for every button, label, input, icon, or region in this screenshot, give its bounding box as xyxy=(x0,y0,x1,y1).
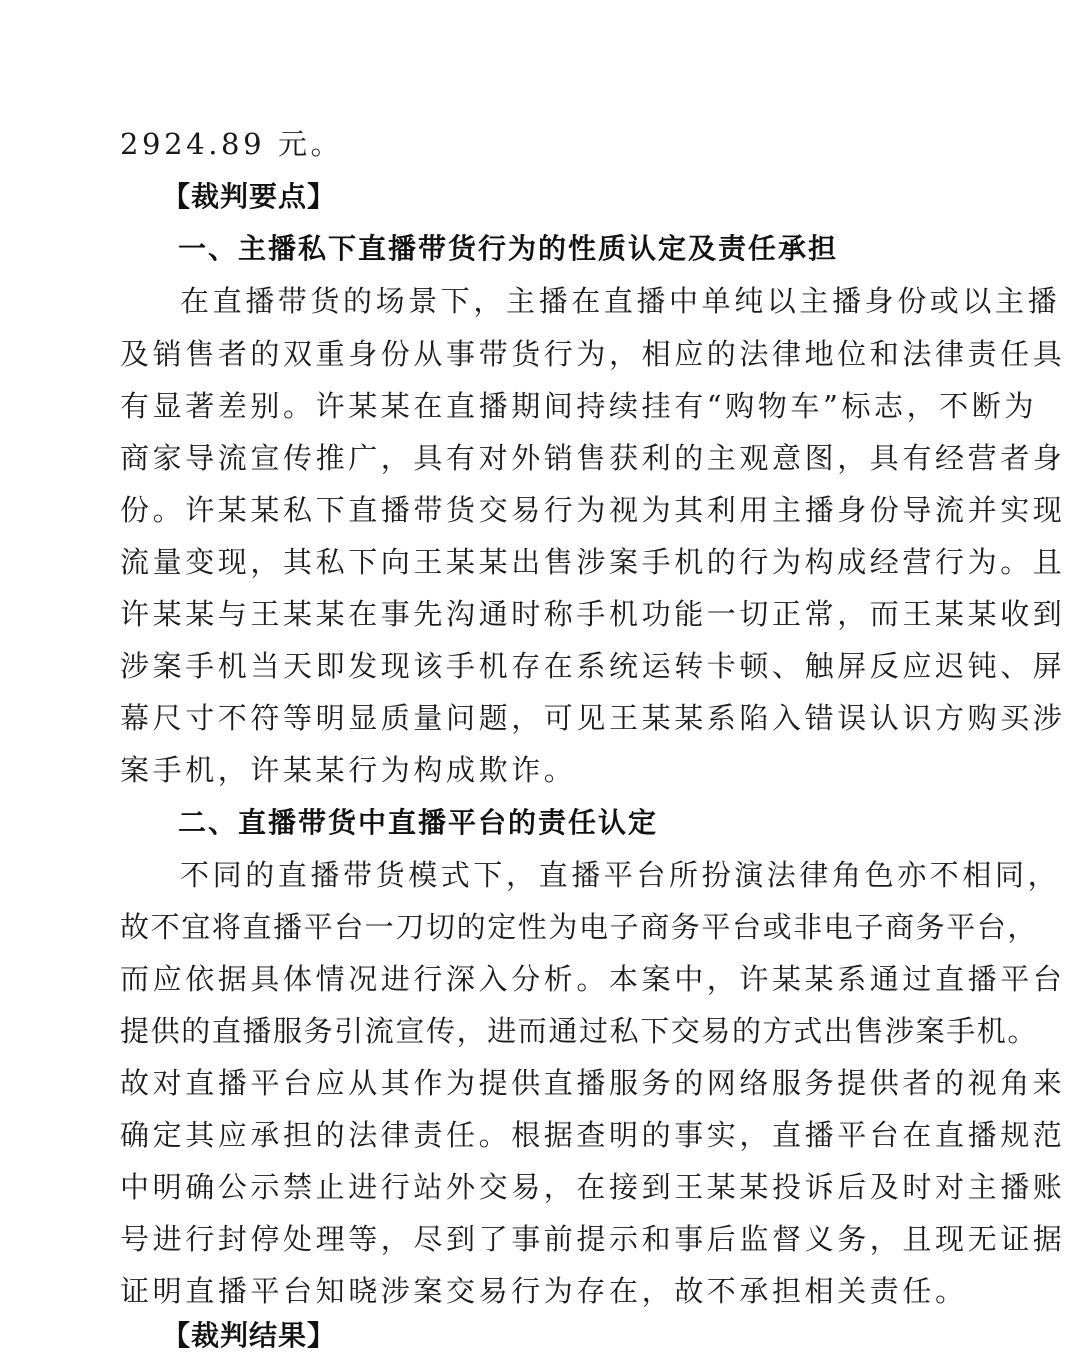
paragraph-line: 提供的直播服务引流宣传，进而通过私下交易的方式出售涉案手机。 xyxy=(120,1014,1039,1048)
paragraph-line: 案手机，许某某行为构成欺诈。 xyxy=(120,753,577,787)
paragraph-line: 份。许某某私下直播带货交易行为视为其利用主播身份导流并实现 xyxy=(120,493,1066,527)
paragraph-line: 在直播带货的场景下，主播在直播中单纯以主播身份或以主播 xyxy=(180,284,1061,318)
heading-point-one: 一、主播私下直播带货行为的性质认定及责任承担 xyxy=(178,232,839,265)
heading-point-two: 二、直播带货中直播平台的责任认定 xyxy=(178,806,659,839)
paragraph-amount-line: 2924.89 元。 xyxy=(120,127,344,161)
paragraph-line: 商家导流宣传推广，具有对外销售获利的主观意图，具有经营者身 xyxy=(120,441,1066,475)
paragraph-line: 不同的直播带货模式下，直播平台所扮演法律角色亦不相同， xyxy=(180,858,1061,892)
paragraph-line: 流量变现，其私下向王某某出售涉案手机的行为构成经营行为。且 xyxy=(120,545,1066,579)
paragraph-line: 有显著差别。许某某在直播期间持续挂有“购物车”标志，不断为 xyxy=(120,389,1038,423)
paragraph-line: 中明确公示禁止进行站外交易，在接到王某某投诉后及时对主播账 xyxy=(120,1170,1066,1204)
paragraph-line: 号进行封停处理等，尽到了事前提示和事后监督义务，且现无证据 xyxy=(120,1222,1066,1256)
paragraph-line: 确定其应承担的法律责任。根据查明的事实，直播平台在直播规范 xyxy=(120,1118,1066,1152)
paragraph-line: 故不宜将直播平台一刀切的定性为电子商务平台或非电子商务平台， xyxy=(120,910,1039,944)
paragraph-line: 许某某与王某某在事先沟通时称手机功能一切正常，而王某某收到 xyxy=(120,597,1066,631)
paragraph-line: 证明直播平台知晓涉案交易行为存在，故不承担相关责任。 xyxy=(120,1274,968,1308)
paragraph-line: 故对直播平台应从其作为提供直播服务的网络服务提供者的视角来 xyxy=(120,1066,1066,1100)
paragraph-line: 而应依据具体情况进行深入分析。本案中，许某某系通过直播平台 xyxy=(120,962,1066,996)
paragraph-line: 及销售者的双重身份从事带货行为，相应的法律地位和法律责任具 xyxy=(120,337,1066,371)
section-title-key-points: 【裁判要点】 xyxy=(162,180,337,213)
section-title-judgment-result: 【裁判结果】 xyxy=(162,1319,337,1352)
paragraph-line: 涉案手机当天即发现该手机存在系统运转卡顿、触屏反应迟钝、屏 xyxy=(120,649,1066,683)
paragraph-line: 幕尺寸不符等明显质量问题，可见王某某系陷入错误认识方购买涉 xyxy=(120,701,1066,735)
